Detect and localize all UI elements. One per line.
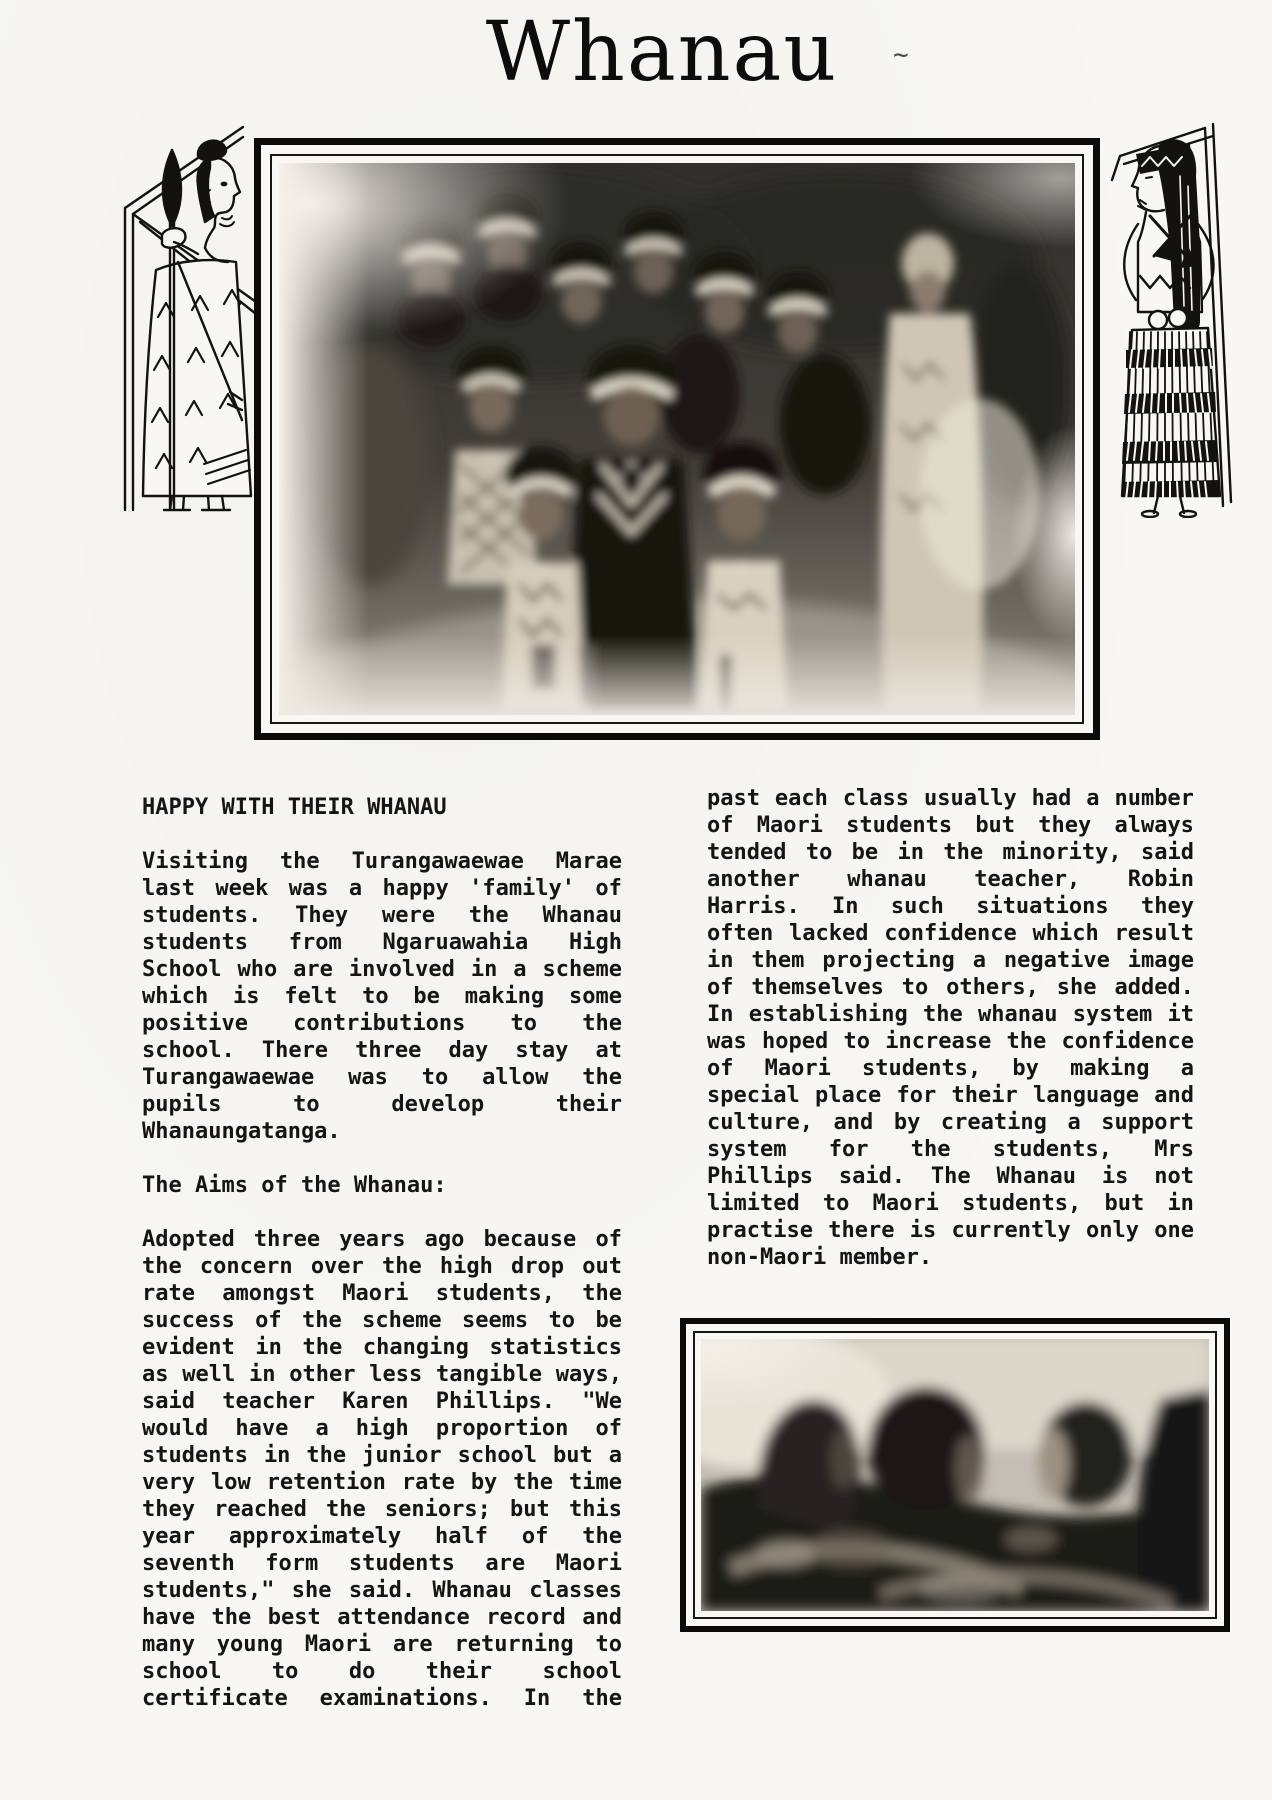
article-left-column: [142, 794, 622, 1712]
spacer: [142, 1199, 622, 1226]
poi: [1149, 311, 1167, 329]
spacer: [142, 821, 622, 848]
maori-warrior-illustration-icon: [110, 112, 256, 512]
bottom-photo-frame: [680, 1318, 1230, 1632]
spacer: [142, 1145, 622, 1172]
scan-artifact: ~: [893, 40, 909, 70]
maori-woman-illustration-icon: [1102, 116, 1242, 518]
article-right-column: [707, 785, 1194, 1271]
audience-photo: [701, 1339, 1209, 1611]
article-heading: HAPPY WITH THEIR WHANAU: [142, 795, 447, 820]
whanau-group-photo: [279, 163, 1075, 715]
page-title: Whanau: [485, 5, 839, 100]
article-subheading: The Aims of the Whanau:: [142, 1173, 447, 1198]
main-photo-inner-frame: [270, 154, 1084, 724]
paragraph-adopted: Adopted three years ago because of the concern over the high drop out rate amongst Maori students, the success of the scheme seems to be evident in the changing statistics as well in other less tangible ways, said teacher Karen Phillips. "We would have a high proportion of students in the junior school but a very low retention rate by the time they reached the seniors; but this year approximately half of the seventh form students are Maori students," she said. Whanau classes have the best attendance record and many young Maori are returning to school to do their school certificate examinations. In the: [142, 1227, 622, 1711]
poi: [1169, 309, 1187, 327]
paragraph-past: past each class usually had a number of Maori students but they always tended to be in the minority, said another whanau teacher, Robin Harris. In such situations they often lacked confidence which result in them projecting a negative image of themselves to others, she added. In establishing the whanau system it was hoped to increase the confidence of Maori students, by making a special place for their language and culture, and by creating a support system for the students, Mrs Phillips said. The Whanau is not limited to Maori students, but in practise there is currently only one non-Maori member.: [707, 786, 1194, 1270]
spear-head: [163, 150, 181, 226]
paragraph-visiting: Visiting the Turangawaewae Marae last week was a happy 'family' of students. They were the Whanau students from Ngaruawahia High School who are involved in a scheme which is felt to be making some positive contributions to the school. There three day stay at Turangawaewae was to allow the pupils to develop their Whanaungatanga.: [142, 849, 622, 1144]
main-photo-frame: [254, 138, 1100, 740]
bottom-photo-inner-frame: [693, 1331, 1217, 1619]
